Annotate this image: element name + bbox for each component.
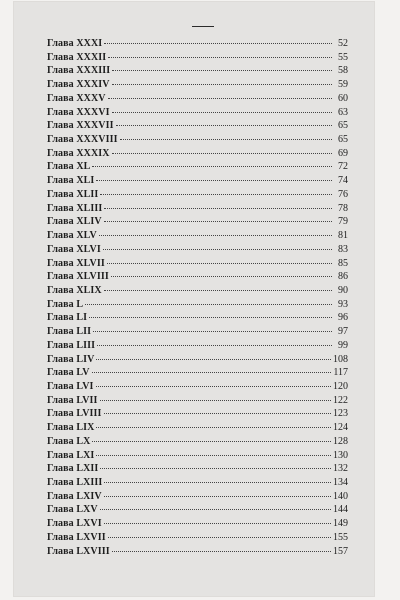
toc-entry-page-number: 117 (333, 367, 348, 379)
toc-entry (47, 407, 348, 421)
toc-entry (47, 476, 348, 490)
dot-leader (89, 317, 332, 318)
dot-leader (100, 400, 331, 401)
dot-leader (97, 345, 332, 346)
toc-entry-page-number: 72 (338, 161, 348, 173)
dot-leader (104, 413, 332, 414)
toc-entry-label: Глава LIV (47, 353, 95, 365)
dot-leader (104, 221, 332, 222)
toc-entry-page-number: 65 (338, 134, 348, 146)
toc-entry (47, 92, 348, 106)
toc-entry-label: Глава LXII (47, 463, 99, 475)
dot-leader (100, 194, 332, 195)
toc-entry (47, 421, 348, 435)
toc-entry-label: Глава XLV (47, 230, 97, 242)
toc-entry-label: Глава LVIII (47, 408, 102, 420)
toc-entry (47, 257, 348, 271)
toc-entry-page-number: 86 (338, 271, 348, 283)
toc-entry-page-number: 130 (333, 449, 348, 461)
toc-entry-page-number: 108 (333, 353, 348, 365)
dot-leader (100, 509, 331, 510)
toc-entry (47, 229, 348, 243)
toc-entry-page-number: 140 (333, 490, 348, 502)
toc-entry-label: Глава XLVIII (47, 271, 109, 283)
toc-entry-label: Глава LX (47, 435, 91, 447)
dot-leader (104, 496, 331, 497)
toc-entry-label: Глава XXXI (47, 38, 103, 49)
toc-entry-page-number: 123 (333, 408, 348, 420)
toc-entry-label: Глава XXXVII (47, 120, 114, 132)
toc-entry-label: Глава XXXVIII (47, 134, 118, 146)
toc-entry-label: Глава LIX (47, 422, 95, 434)
dot-leader (112, 84, 332, 85)
toc-entry-page-number: 52 (338, 38, 348, 49)
dot-leader (99, 235, 332, 236)
toc-entry-page-number: 93 (338, 298, 348, 310)
dot-leader (104, 482, 331, 483)
toc-entry-label: Глава LXI (47, 449, 95, 461)
toc-entry-label: Глава LI (47, 312, 88, 324)
dot-leader (96, 427, 331, 428)
toc-entry-page-number: 99 (338, 339, 348, 351)
toc-entry (47, 366, 348, 380)
dot-leader (100, 468, 331, 469)
toc-entry (47, 298, 348, 312)
toc-entry (47, 51, 348, 65)
table-of-contents (47, 37, 348, 558)
toc-entry-page-number: 149 (333, 518, 348, 530)
toc-entry (47, 325, 348, 339)
toc-entry (47, 188, 348, 202)
toc-entry-page-number: 69 (338, 147, 348, 159)
toc-entry-page-number: 59 (338, 79, 348, 91)
toc-entry-page-number: 120 (333, 380, 348, 392)
toc-entry-page-number: 155 (333, 531, 348, 543)
dot-leader (85, 304, 332, 305)
dot-leader (112, 153, 332, 154)
toc-entry (47, 133, 348, 147)
dot-leader (96, 180, 332, 181)
toc-entry-label: Глава L (47, 298, 84, 310)
toc-entry-label: Глава XLI (47, 175, 95, 187)
toc-entry-page-number: 81 (338, 230, 348, 242)
toc-entry (47, 270, 348, 284)
dot-leader (93, 331, 332, 332)
dot-leader (92, 166, 332, 167)
dot-leader (108, 537, 331, 538)
toc-entry-page-number: 63 (338, 106, 348, 118)
toc-entry (47, 339, 348, 353)
dot-leader (92, 441, 331, 442)
dot-leader (104, 208, 332, 209)
toc-entry-page-number: 144 (333, 504, 348, 516)
toc-entry-page-number: 60 (338, 92, 348, 104)
toc-entry (47, 160, 348, 174)
dot-leader (96, 386, 331, 387)
toc-entry-label: Глава LXVI (47, 518, 102, 530)
toc-entry (47, 531, 348, 545)
toc-entry (47, 37, 348, 51)
toc-entry-page-number: 58 (338, 65, 348, 77)
toc-entry-label: Глава XXXII (47, 51, 107, 63)
toc-entry (47, 284, 348, 298)
toc-entry-page-number: 85 (338, 257, 348, 269)
header-dash (192, 26, 214, 27)
toc-entry-page-number: 132 (333, 463, 348, 475)
toc-entry-label: Глава XXXIV (47, 79, 110, 91)
dot-leader (112, 112, 332, 113)
toc-entry-page-number: 83 (338, 243, 348, 255)
toc-entry (47, 64, 348, 78)
toc-entry-page-number: 78 (338, 202, 348, 214)
toc-entry (47, 435, 348, 449)
toc-entry (47, 119, 348, 133)
toc-entry (47, 449, 348, 463)
toc-entry-page-number: 74 (338, 175, 348, 187)
toc-entry-label: Глава XXXVI (47, 106, 110, 118)
toc-entry-page-number: 134 (333, 477, 348, 488)
dot-leader (116, 125, 332, 126)
toc-entry-page-number: 79 (338, 216, 348, 228)
toc-entry-label: Глава XXXIII (47, 65, 111, 77)
toc-entry-page-number: 128 (333, 435, 348, 447)
dot-leader (112, 551, 331, 552)
toc-entry-page-number: 90 (338, 284, 348, 296)
toc-entry-label: Глава LXVIII (47, 545, 110, 557)
toc-entry (47, 311, 348, 325)
dot-leader (107, 263, 332, 264)
toc-entry-page-number: 97 (338, 326, 348, 338)
toc-entry-label: Глава XLVII (47, 257, 105, 269)
dot-leader (112, 70, 332, 71)
toc-entry (47, 353, 348, 367)
toc-entry-label: Глава XLIII (47, 202, 103, 214)
toc-entry-label: Глава LXIV (47, 490, 102, 502)
toc-entry (47, 147, 348, 161)
dot-leader (111, 276, 332, 277)
toc-entry-label: Глава LVII (47, 394, 98, 406)
toc-entry (47, 78, 348, 92)
toc-entry-label: Глава XXXV (47, 92, 106, 104)
toc-entry-page-number: 55 (338, 51, 348, 63)
dot-leader (108, 98, 332, 99)
toc-entry-label: Глава LXV (47, 504, 98, 516)
toc-entry-label: Глава LXIII (47, 477, 103, 488)
toc-entry (47, 174, 348, 188)
toc-entry (47, 394, 348, 408)
toc-entry (47, 202, 348, 216)
toc-entry (47, 380, 348, 394)
toc-entry-label: Глава XLIV (47, 216, 102, 228)
toc-entry-page-number: 76 (338, 188, 348, 200)
toc-entry-page-number: 157 (333, 545, 348, 557)
dot-leader (120, 139, 332, 140)
toc-entry (47, 503, 348, 517)
toc-entry-label: Глава XL (47, 161, 91, 173)
toc-entry-label: Глава XLVI (47, 243, 101, 255)
dot-leader (103, 249, 332, 250)
toc-entry-label: Глава LVI (47, 380, 94, 392)
toc-entry (47, 215, 348, 229)
toc-entry-page-number: 65 (338, 120, 348, 132)
dot-leader (108, 57, 332, 58)
toc-entry-label: Глава LV (47, 367, 90, 379)
toc-entry (47, 462, 348, 476)
toc-entry (47, 545, 348, 559)
dot-leader (104, 43, 332, 44)
toc-entry-label: Глава XXXIX (47, 147, 110, 159)
toc-entry-page-number: 124 (333, 422, 348, 434)
dot-leader (104, 523, 331, 524)
toc-entry-label: Глава XLIX (47, 284, 102, 296)
toc-entry-label: Глава XLII (47, 188, 99, 200)
toc-entry (47, 490, 348, 504)
toc-entry-label: Глава LXVII (47, 531, 106, 543)
toc-entry-label: Глава LII (47, 326, 92, 338)
toc-entry-page-number: 96 (338, 312, 348, 324)
toc-entry (47, 517, 348, 531)
toc-entry-label: Глава LIII (47, 339, 96, 351)
toc-entry-page-number: 122 (333, 394, 348, 406)
dot-leader (92, 372, 332, 373)
toc-entry (47, 243, 348, 257)
dot-leader (96, 455, 331, 456)
toc-entry (47, 106, 348, 120)
dot-leader (104, 290, 332, 291)
dot-leader (96, 359, 331, 360)
book-page (14, 2, 374, 596)
